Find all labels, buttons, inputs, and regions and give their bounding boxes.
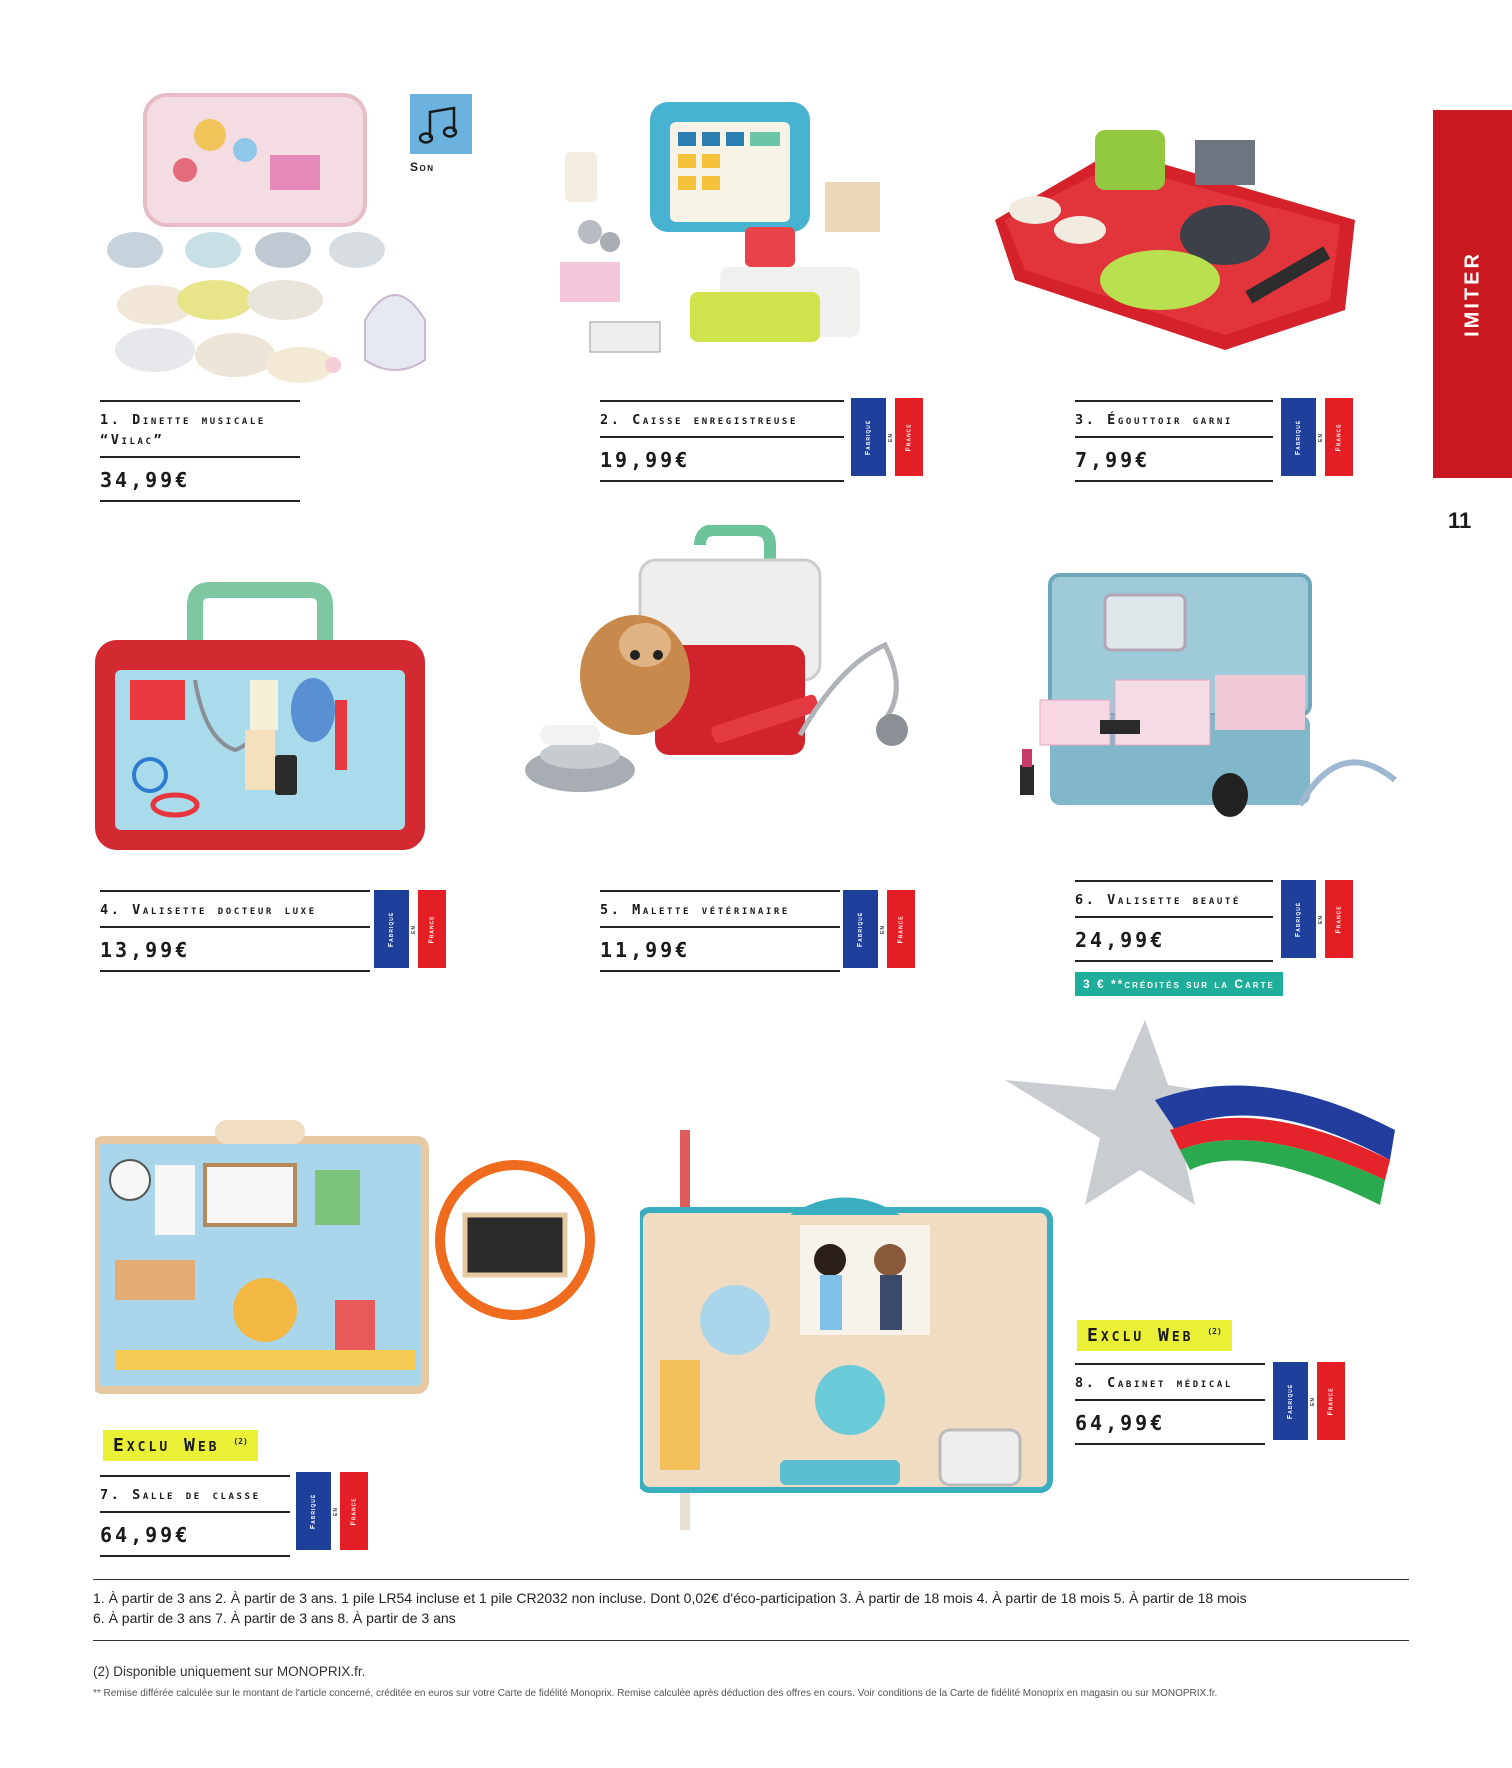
- flag-text-en: en: [1317, 914, 1325, 924]
- son-label: Son: [410, 160, 435, 174]
- exclu-web-label: Exclu Web: [1087, 1325, 1194, 1346]
- flag-text-en: en: [410, 924, 418, 934]
- flag-text-fabrique: Fabriqué: [1287, 1383, 1295, 1419]
- product-card-7[interactable]: [100, 1475, 290, 1557]
- product-image-malette-veterinaire: [520, 525, 920, 825]
- flag-text-en: en: [1317, 432, 1325, 442]
- product-price: 11,99€: [600, 928, 840, 972]
- product-price: 13,99€: [100, 928, 370, 972]
- flag-text-france: France: [1335, 904, 1343, 934]
- product-name: 3. Égouttoir garni: [1075, 400, 1273, 438]
- flag-text-fabrique: Fabriqué: [865, 419, 873, 455]
- flag-text-en: en: [332, 1506, 340, 1516]
- flag-text-fabrique: Fabriqué: [1295, 901, 1303, 937]
- product-image-cabinet-medical: [640, 1130, 1060, 1550]
- footer-rule-top: [93, 1579, 1409, 1580]
- flag-text-en: en: [879, 924, 887, 934]
- flag-text-en: en: [887, 432, 895, 442]
- flag-text-fabrique: Fabriqué: [310, 1493, 318, 1529]
- section-tab: [1433, 110, 1512, 478]
- footer-dispo: (2) Disponible uniquement sur MONOPRIX.fr.: [93, 1664, 366, 1679]
- made-in-france-flag: [843, 890, 905, 968]
- product-price: 24,99€: [1075, 918, 1273, 962]
- product-image-salle-de-classe: [95, 1120, 595, 1400]
- made-in-france-flag: [1281, 880, 1343, 958]
- product-card-2[interactable]: [600, 400, 844, 482]
- product-image-egouttoir: [985, 110, 1385, 360]
- product-price: 7,99€: [1075, 438, 1273, 482]
- page-number: 11: [1448, 508, 1472, 533]
- product-name: 8. Cabinet médical: [1075, 1363, 1265, 1401]
- product-price: 64,99€: [100, 1513, 290, 1557]
- product-name: 1. Dinette musicale “Vilac”: [100, 400, 300, 458]
- footer-remise: ** Remise différée calculée sur le montant de l'article concerné, créditée en euros sur votre Carte de fidélité Monoprix. Remise calculée après déduction des offres en cours. Voir conditions de la Carte de fidélité Monoprix en magasin ou sur MONOPRIX.fr.: [93, 1688, 1218, 1699]
- footer-notes-line-2: 6. À partir de 3 ans 7. À partir de 3 ans 8. À partir de 3 ans: [93, 1610, 456, 1626]
- shooting-star-decoration: [1000, 1020, 1400, 1250]
- product-card-1[interactable]: [100, 400, 300, 502]
- product-price: 64,99€: [1075, 1401, 1265, 1445]
- footer-rule-bottom: [93, 1640, 1409, 1641]
- section-tab-label: IMITER: [1461, 251, 1483, 337]
- product-price: 19,99€: [600, 438, 844, 482]
- made-in-france-flag: [296, 1472, 358, 1550]
- footer-notes: [93, 1588, 1413, 1628]
- product-name: 6. Valisette beauté: [1075, 880, 1273, 918]
- flag-text-fabrique: Fabriqué: [388, 911, 396, 947]
- product-card-4[interactable]: [100, 890, 370, 972]
- exclu-web-badge: [103, 1430, 258, 1461]
- made-in-france-flag: [374, 890, 436, 968]
- product-image-valisette-docteur: [95, 570, 425, 860]
- music-note-icon: [410, 94, 474, 154]
- made-in-france-flag: [1273, 1362, 1335, 1440]
- product-image-caisse: [560, 92, 900, 372]
- exclu-web-note: (2): [1207, 1327, 1222, 1336]
- product-name: 7. Salle de classe: [100, 1475, 290, 1513]
- product-name: 5. Malette vétérinaire: [600, 890, 840, 928]
- product-card-3[interactable]: [1075, 400, 1273, 482]
- flag-text-france: France: [1327, 1386, 1335, 1416]
- exclu-web-badge: [1077, 1320, 1232, 1351]
- flag-text-france: France: [350, 1496, 358, 1526]
- flag-text-fabrique: Fabriqué: [857, 911, 865, 947]
- flag-text-france: France: [1335, 422, 1343, 452]
- exclu-web-label: Exclu Web: [113, 1435, 220, 1456]
- made-in-france-flag: [851, 398, 913, 476]
- flag-text-france: France: [905, 422, 913, 452]
- product-price: 34,99€: [100, 458, 300, 502]
- made-in-france-flag: [1281, 398, 1343, 476]
- flag-text-en: en: [1309, 1396, 1317, 1406]
- flag-text-france: France: [428, 914, 436, 944]
- product-name: 2. Caisse enregistreuse: [600, 400, 844, 438]
- product-card-5[interactable]: [600, 890, 840, 972]
- product-card-8[interactable]: [1075, 1363, 1265, 1445]
- carte-credit-badge: 3 € **crédités sur la Carte: [1075, 972, 1283, 996]
- footer-notes-line-1: 1. À partir de 3 ans 2. À partir de 3 ans. 1 pile LR54 incluse et 1 pile CR2032 non incluse. Dont 0,02€ d'éco-participation 3. À partir de 18 mois 4. À partir de 18 mois 5. À partir de 18 mois: [93, 1590, 1247, 1606]
- product-image-valisette-beaute: [1000, 565, 1410, 835]
- flag-text-france: France: [897, 914, 905, 944]
- product-name: 4. Valisette docteur luxe: [100, 890, 370, 928]
- exclu-web-note: (2): [233, 1437, 248, 1446]
- product-card-6[interactable]: [1075, 880, 1273, 962]
- flag-text-fabrique: Fabriqué: [1295, 419, 1303, 455]
